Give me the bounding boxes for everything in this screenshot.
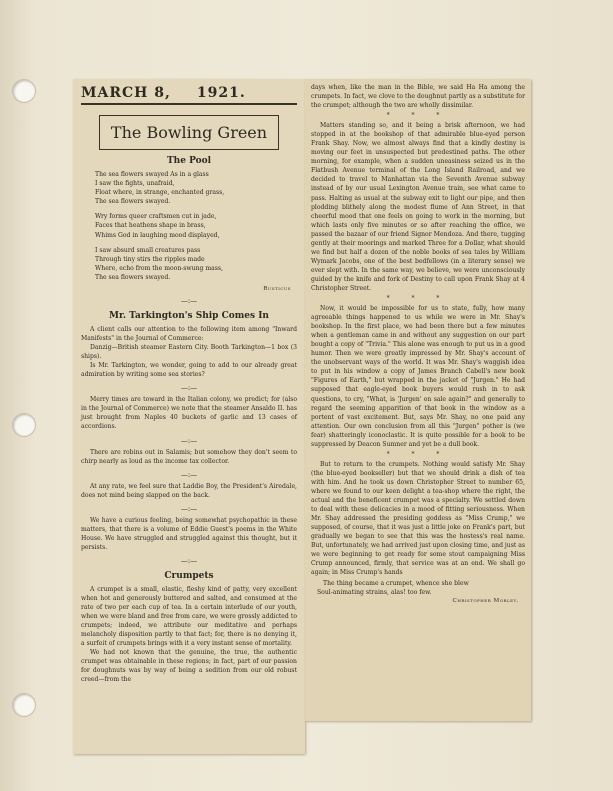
masthead-day: MARCH 8, xyxy=(81,85,171,101)
poem xyxy=(95,170,305,282)
poem-stanza xyxy=(95,212,305,239)
section-divider: * * * xyxy=(386,112,450,120)
crumpets-paragraph: But to return to the crumpets. Nothing would satisfy Mr. Shay (the blue-eyed bookseller) but that we should drink a dish of tea with him. And he took us down Christopher Street to number 65, where we found to our keen delight a tea-shop where the right, the actual and the beneficent crumpet was a specialty. We settled down to deal with these delicacies in a mood of fitting seriousness. When Mr. Shay addressed the presiding goddess as "Miss Crump," we supposed, of course, that it was just a little joke on Frank's part, but gradually we began to see that this was the hostess's real name. But, unfortunately, we had arrived just upon closing time, and just as we were beginning to get ready for some stout campaigning Miss Crump announced, firmly, that service was at an end. We shall go again; in Miss Crump's hands xyxy=(311,460,525,577)
poem-line: The sea flowers swayed. xyxy=(95,198,171,206)
binder-hole-middle xyxy=(12,413,36,437)
poem-line: Faces that heathens shape in brass, xyxy=(95,222,206,230)
section-divider: * * * xyxy=(386,295,450,303)
masthead-year: 1921. xyxy=(196,85,246,101)
couplet-line: Soul-animating strains, alas! too few. xyxy=(317,589,432,597)
poem-line: The sea flowers swayed As in a glass xyxy=(95,171,209,178)
ship-paragraph: A client calls our attention to the following item among "Inward Manifests" in the Journal of Commerce: xyxy=(81,326,297,343)
poem-line: Float where, in strange, enchanted grass, xyxy=(95,189,225,197)
section-divider: —:— xyxy=(180,297,198,306)
poem-stanza xyxy=(95,170,305,206)
section-divider: —:— xyxy=(180,556,198,565)
clipping-right-column xyxy=(305,79,531,721)
poem-line: Whims God in laughing mood displayed, xyxy=(95,231,220,239)
item-paragraph: We have a curious feeling, being somewhat psychopathic in these matters, that there is a volume of Eddie Guest's poems in the White House. We have struggled and struggled against this thought, but it persists. xyxy=(81,516,297,551)
poem-title: The Pool xyxy=(166,156,212,166)
couplet-line: The thing became a crumpet, whence she blew xyxy=(323,580,469,588)
poem-stanza xyxy=(95,246,305,282)
clipping-left-column xyxy=(73,79,305,754)
author-signature: Christopher Morley. xyxy=(452,598,519,605)
section-divider: * * * xyxy=(386,450,450,458)
ship-quote: Danzig—British steamer Eastern City. Booth Tarkington—1 box (3 ships). xyxy=(81,344,297,361)
poem-signature: Rusticus xyxy=(263,286,291,293)
section-divider: —:— xyxy=(180,470,198,479)
poem-line: Through tiny stirs the ripples made xyxy=(95,255,205,263)
crumpets-continuation: days when, like the man in the Bible, we said Ha Ha among the crumpets. In fact, we clove to the doughnut partly as a substitute for the crumpet; although the two are wholly dissimilar. xyxy=(311,84,525,110)
section-divider: —:— xyxy=(180,384,198,393)
poem-line: Wry forms queer craftsmen cut in jade, xyxy=(95,213,217,221)
crumpets-paragraph: Matters standing so, and it being a brisk afternoon, we had stopped in at the bookshop of that admirable blue-eyed person Frank Shay. Now, we almost always find that a kindly destiny is moving our feet in unsuspected but predestined paths. The other morning, for example, when a sudden uneasiness seized us in the Flatbush Avenue terminal of the Long Island Railroad, and we decided to travel to Manhattan via the Seventh Avenue subway instead of by our usual Lexington Avenue train, see what came to pass. Halting as usual at the subway exit to light our pipe, and then plodding blithely along the modest flume of Ann Street, in that cheerful mood that one feels on going to work in the morning, but which lasts only five minutes or so after reaching the office, we passed the bazaar of our friend Signor Mendoza. And there, tugging gently at their moorings and marked Three for a Dollar, what should we find but half a dozen of the noble books of sea tales by William Wymark Jacobs, one of the best bedfellows (in a literary sense) we ever slept with. In the same way, we believe, we were unconsciously guided by the knife and fork of Destiny to call upon Frank Shay at 4 Christopher Street. xyxy=(311,122,525,292)
item-paragraph: Merry times are toward in the Italian colony, we predict; for (also in the Journal of Commerce) we note that the steamer Ansaldo II. has just brought from Naples 40 buckets of garlic and 13 cases of accordions. xyxy=(81,396,297,431)
poem-line: The sea flowers swayed. xyxy=(95,273,171,281)
poem-line: Where, echo from the moon-swung mass, xyxy=(95,264,223,272)
poem-line: I saw the fights, unafraid, xyxy=(95,180,175,188)
ship-headline: Mr. Tarkington's Ship Comes In xyxy=(109,311,269,322)
section-divider: —:— xyxy=(180,504,198,513)
crumpets-paragraph: A crumpet is a small, elastic, fleshy kind of patty, very excellent when hot and generously buttered and salted, and consumed at the rate of two per each cup of tea. In a certain interlude of our youth, when we were bland and free from care, we were grossly addicted to crumpets; indeed, we attribute our meditative and perhaps melancholy disposition partly to that fact; for, there is no denying it, a surfeit of crumpets brings with it a very instant sense of mortality. xyxy=(81,585,297,648)
masthead-date xyxy=(81,85,297,105)
item-paragraph: There are robins out in Salamis; but somehow they don't seem to chirp nearly as loud as the income tax collector. xyxy=(81,448,297,465)
crumpets-headline: Crumpets xyxy=(164,570,214,581)
crumpets-paragraph: We had not known that the genuine, the true, the authentic crumpet was obtainable in these regions; in fact, part of our passion for doughnuts was by way of being a sedition from our old robust creed—from the xyxy=(81,649,297,684)
crumpets-paragraph: Now, it would be impossible for us to state, fully, how many agreeable things happened to us while we were in Mr. Shay's bookshop. In the first place, we had been there but a few minutes when a gentleman came in and without any suggestion on our part bought a copy of "Trivia." This alone was enough to put us in a good humor. Then we were greatly impressed by Mr. Shay's account of the unobservant ways of the world. It was Mr. Shay's waggish idea to put in his window a copy of James Branch Cabell's new book "Figures of Earth," but wrapped in the jacket of "Jurgen." He had supposed that eagle-eyed book buyers would rush in to ask questions, to cry, "What, is 'Jurgen' on sale again?" and generally to regard the seeming apparition of that book in the window as a portent of vast excitement. But, says Mr. Shay, no one paid any attention. Our own conclusion from all this "Jurgen" pother is (we fear) shatteringly iconoclastic. It is quite possible for a book to be suppressed by Deacon Sumner and yet be a dull book. xyxy=(311,305,525,448)
column-title: The Bowling Green xyxy=(99,115,279,150)
item-paragraph: At any rate, we feel sure that Laddie Boy, the President's Airedale, does not mind being slapped on the back. xyxy=(81,482,297,499)
ship-paragraph: Is Mr. Tarkington, we wonder, going to add to our already great admiration by writing some sea stories? xyxy=(81,362,297,379)
binder-hole-bottom xyxy=(12,693,36,717)
section-divider: —:— xyxy=(180,436,198,445)
binder-hole-top xyxy=(12,79,36,103)
poem-line: I saw absurd small creatures pass xyxy=(95,246,201,254)
